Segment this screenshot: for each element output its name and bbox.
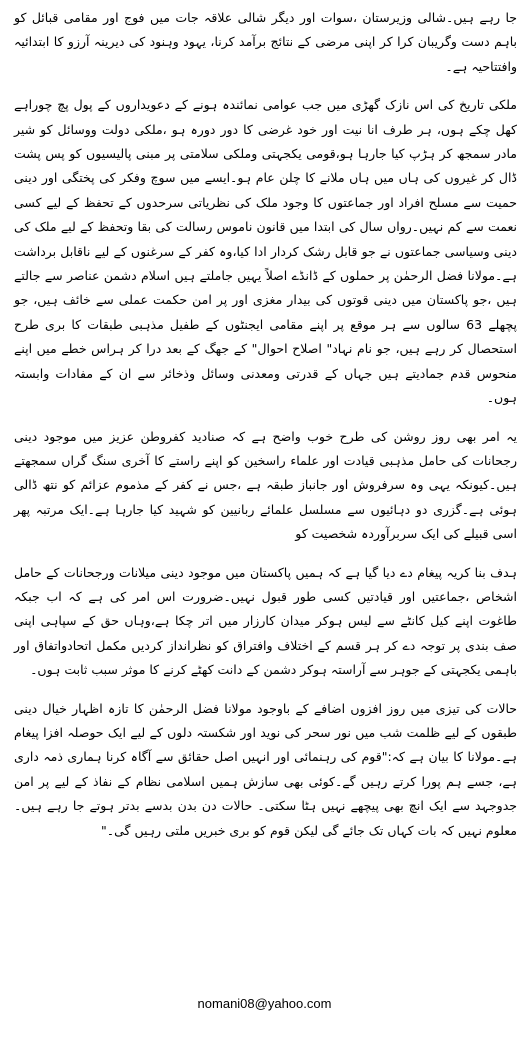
paragraph-2: ملکی تاریخ کی اس نازک گھڑی میں جب عوامی نمائندہ ہونے کے دعویداروں کے پول پچ چوراہے کھل چکے ہوں، ہر طرف انا نیت اور خود غرضی کا دور دورہ ہو ،ملکی دولت ووسائل کو شیر مادر سمجھ کر ہڑپ کیا جارہا ہو،قومی یکجہتی وملکی سلامتی پر مبنی پالیسیوں کو پس پشت ڈال کر غیروں کی ہاں میں ہاں ملانے کا چلن عام ہو۔ایسے میں سوچ وفکر کی پختگی اور دینی حمیت سے مسلح افراد اور جماعتوں کا وجود ملک کی نظریاتی سرحدوں کے تحفظ کے لیے کسی نعمت سے کم نہیں۔رواں سال کی ابتدا میں قانون ناموس رسالت کی بقا وتحفظ کے لیے ملک کی دینی وسیاسی جماعتوں نے جو قابل رشک کردار ادا کیا،وہ کفر کے سرغنوں کے لیے ناقابل برداشت ہے۔مولانا فضل الرحمٰن پر حملوں کے ڈانڈے اصلاً یہیں جاملتے ہیں اسلام دشمن عناصر سے جالتے ہیں ،جو پاکستان میں دینی قوتوں کی بیدار مغزی اور پر امن حکمت عملی سے خائف ہیں، جو پچھلے 63 سالوں سے ہر موقع پر اپنے مقامی ایجنٹوں کے طفیل مذہبی طبقات کا بری طرح استحصال کر رہے ہیں، جو نام نہاد" اصلاح احوال" کے جھگ کے بعد درا کر ہراس خطے میں اپنے منحوس قدم جمادیتے ہیں جہاں کے قدرتی ومعدنی وسائل وذخائر سے ان کے مفادات وابستہ ہوں۔ [14, 97, 517, 406]
paragraph-1: جا رہے ہیں۔شالی وزیرستان ،سوات اور دیگر شالی علاقہ جات میں فوج اور مقامی قبائل کو باہم دست وگریبان کرا کر اپنی مرضی کے نتائج برآمد کرنا، یہود وہنود کی دیرینہ آرزو کا ابتدائیہ وافتتاحیہ ہے۔ [14, 10, 517, 74]
paragraph-3: یہ امر بھی روز روشن کی طرح خوب واضح ہے کہ صنادید کفروطن عزیز میں موجود دینی رجحانات کی حامل مذہبی قیادت اور علماء راسخین کو اپنے راستے کا آخری سنگ گراں سمجھتے ہیں۔کیونکہ یہی وہ سرفروش اور جانباز طبقہ ہے ،جس نے کفر کے مذموم عزائم کو نتھ ڈالی ہوئی ہے۔گزری دو دہائیوں سے مسلسل علمائے ربانیین کو شہید کیا جارہا ہے۔ایک مرتبہ پھر اسی قبیلے کی ایک سربرآوردہ شخصیت کو [14, 428, 517, 542]
paragraph-4: ہدف بنا کریہ پیغام دے دیا گیا ہے کہ ہمیں پاکستان میں موجود دینی میلانات ورجحانات کے حامل اشخاص ،جماعتیں اور قیادتیں کسی طور قبول نہیں۔ضرورت اس امر کی ہے کہ اب جبکہ طاغوت اپنے کیل کانٹے سے لیس ہوکر میدان کارزار میں اتر چکا ہے،وہاں حق کے سپاہی اپنی صف بندی پر توجہ دے کر ہر قسم کے اختلاف وافتراق کو نظرانداز کردیں مکمل اتحادواتفاق اور باہمی یکجہتی کے جوہر سے آراستہ ہوکر دشمن کے دانت کھٹے کرنے کا موثر سبب ثابت ہوں۔ [14, 564, 517, 678]
author-email: nomani08@yahoo.com [197, 996, 332, 1011]
paragraph-5: حالات کی تیزی میں روز افزوں اضافے کے باوجود مولانا فضل الرحمٰن کا تازہ اظہار خیال دینی طبقوں کے لیے ظلمت شب میں نور سحر کی نوید اور شکستہ دلوں کے لیے ایک حوصلہ افزا پیغام ہے۔مولانا کا بیان ہے کہ:"قوم کی رہنمائی اور انہیں اصل حقائق سے آگاہ کرنا ہماری ذمہ داری ہے، جسے ہم پورا کرتے رہیں گے۔کوئی بھی سازش ہمیں اسلامی نظام کے نفاذ کے لیے پر امن جدوجہد سے ایک انچ بھی پیچھے نہیں ہٹا سکتی۔ حالات دن بدن بدسے بدتر ہوتے جا رہے ہیں۔معلوم نہیں کہ بات کہاں تک جائے گی لیکن قوم کو بری خبریں ملتی رہیں گی۔" [14, 700, 517, 838]
